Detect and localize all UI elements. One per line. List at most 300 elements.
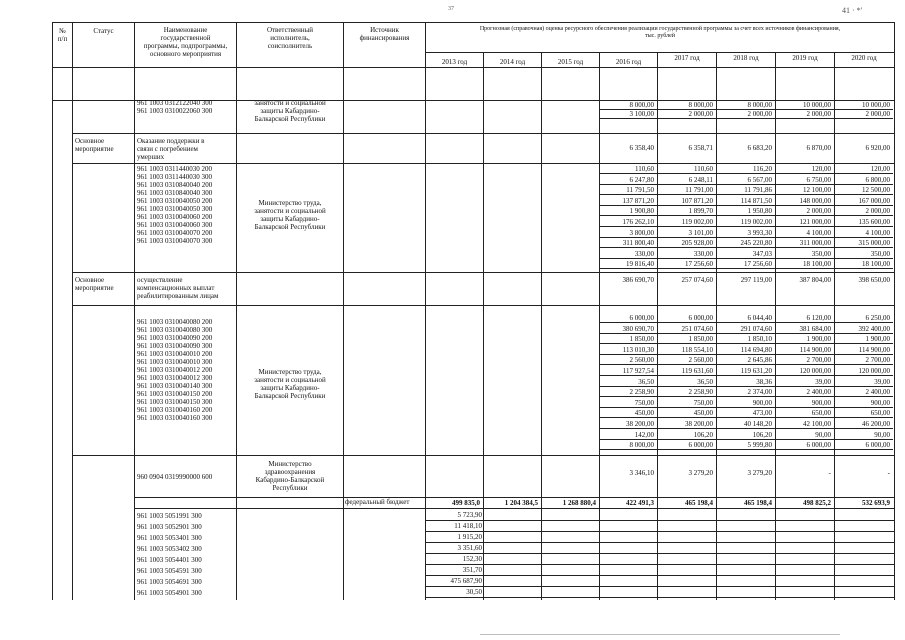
budget-code: 960 0904 0319990000 600 — [137, 473, 213, 481]
value-cell: 2 000,00 — [747, 110, 772, 118]
scan-mark-top: 37 — [448, 6, 454, 12]
value-cell: 148 000,00 — [799, 196, 831, 205]
budget-code: 961 1003 0310022060 300 — [137, 107, 213, 115]
value-cell: 6 920,00 — [865, 144, 890, 152]
value-cell: 2 700,00 — [865, 356, 890, 365]
cell-underline — [776, 237, 834, 238]
cell-underline — [658, 407, 716, 408]
value-cell: 3 993,30 — [747, 228, 772, 237]
cell-underline — [599, 258, 657, 259]
value-cell: 11 791,50 — [626, 186, 654, 195]
value-cell: 380 690,70 — [622, 324, 654, 333]
table-top-border — [52, 22, 894, 23]
value-cell: 1 850,10 — [747, 335, 772, 344]
value-cell: 297 119,00 — [740, 276, 772, 284]
cell-underline — [658, 343, 716, 344]
value-cell: 120 000,00 — [799, 367, 831, 375]
block2-codes — [137, 165, 212, 245]
value-cell: 1 899,70 — [688, 207, 713, 216]
value-cell: 257 074,60 — [681, 276, 713, 284]
value-cell: 5 723,90 — [457, 511, 482, 519]
cell-underline — [835, 184, 893, 185]
cell-underline — [717, 407, 775, 408]
header-status: Статус — [93, 27, 114, 35]
cell-underline — [599, 333, 657, 334]
value-cell: 347,03 — [752, 249, 772, 258]
value-cell: - — [828, 469, 831, 477]
budget-code: 961 1003 5051991 300 — [137, 512, 202, 520]
cell-underline — [776, 364, 834, 365]
value-cell: 245 220,80 — [740, 239, 772, 248]
col-border — [483, 52, 484, 600]
value-cell: 205 928,00 — [681, 239, 713, 248]
value-cell: 900,00 — [811, 398, 831, 407]
budget-code: 961 1003 0310040010 200 — [137, 350, 213, 358]
value-cell: 135 600,00 — [858, 218, 890, 226]
value-cell: 381 684,00 — [799, 324, 831, 333]
value-cell: 114 871,50 — [740, 196, 772, 205]
block1-codes — [137, 99, 212, 115]
row-underline — [425, 542, 894, 543]
value-cell: 351,70 — [462, 566, 482, 574]
cell-underline — [717, 396, 775, 397]
value-cell: 12 500,00 — [862, 186, 890, 195]
header-year: 2020 год — [851, 54, 877, 62]
header-bottom-border — [52, 67, 894, 68]
cell-underline — [776, 322, 834, 323]
value-cell: 498 825,2 — [803, 499, 831, 507]
value-cell: - — [887, 469, 890, 477]
value-cell: 1 950,80 — [747, 207, 772, 216]
cell-underline — [835, 428, 893, 429]
cell-underline — [776, 417, 834, 418]
value-cell: 750,00 — [693, 398, 713, 407]
value-cell: 36,50 — [638, 377, 654, 386]
value-cell: 2 000,00 — [688, 110, 713, 118]
value-cell: 107 871,20 — [681, 196, 713, 205]
value-cell: 8 000,00 — [629, 441, 654, 450]
value-cell: 30,50 — [466, 588, 482, 596]
cell-underline — [717, 118, 775, 119]
value-cell: 11 418,10 — [454, 522, 482, 530]
value-cell: 106,20 — [693, 430, 713, 439]
value-cell: 2 000,00 — [806, 207, 831, 216]
value-cell: 6 000,00 — [688, 314, 713, 322]
cell-underline — [776, 173, 834, 174]
cell-underline — [717, 333, 775, 334]
col-border — [52, 22, 53, 600]
block3-executor: Министерство труда, занятости и социальной защиты Кабардино- Балкарской Республики — [254, 368, 326, 400]
cell-underline — [599, 396, 657, 397]
header-year: 2015 год — [557, 58, 584, 66]
row-border — [72, 163, 894, 164]
value-cell: 3 800,00 — [629, 228, 654, 237]
value-cell: 90,00 — [874, 430, 890, 439]
cell-underline — [658, 268, 716, 269]
value-cell: 6 248,11 — [688, 175, 713, 184]
value-cell: 120,00 — [811, 165, 831, 173]
value-cell: 167 000,00 — [858, 196, 890, 205]
budget-code: 961 1003 0310040070 300 — [137, 237, 213, 245]
value-cell: 106,20 — [752, 430, 772, 439]
value-cell: 18 100,00 — [862, 260, 890, 269]
value-cell: 330,00 — [634, 249, 654, 258]
cell-underline — [776, 396, 834, 397]
value-cell: 422 491,3 — [626, 499, 654, 507]
cell-underline — [717, 449, 775, 450]
value-cell: 118 554,10 — [681, 345, 713, 354]
budget-code: 961 1003 5052901 300 — [137, 523, 202, 531]
cell-underline — [776, 333, 834, 334]
value-cell: 900,00 — [752, 398, 772, 407]
budget-code: 961 1003 5053401 300 — [137, 534, 202, 542]
budget-code: 961 1003 0310040012 300 — [137, 374, 213, 382]
value-cell: 3 100,00 — [629, 110, 654, 118]
value-cell: 6 120,00 — [806, 314, 831, 322]
value-cell: 900,00 — [870, 398, 890, 407]
value-cell: 137 871,20 — [622, 196, 654, 205]
cell-underline — [717, 343, 775, 344]
budget-code: 961 1003 0311440030 300 — [137, 173, 212, 181]
cell-underline — [776, 205, 834, 206]
block4-executor: Министерство здравоохранения Кабардино-Балкарской Республики — [255, 460, 325, 492]
value-cell: 38 200,00 — [626, 420, 654, 428]
cell-underline — [658, 322, 716, 323]
cell-underline — [599, 386, 657, 387]
cell-underline — [776, 428, 834, 429]
cell-underline — [835, 237, 893, 238]
cell-underline — [776, 226, 834, 227]
cell-underline — [658, 375, 716, 376]
value-cell: 387 804,00 — [799, 276, 831, 284]
value-cell: 2 000,00 — [865, 207, 890, 216]
block5-codes — [137, 512, 202, 600]
cell-underline — [717, 194, 775, 195]
cell-underline — [658, 364, 716, 365]
budget-code: 961 1003 0310040080 200 — [137, 318, 213, 326]
value-cell: 120,00 — [870, 165, 890, 173]
budget-code: 961 1003 5054591 300 — [137, 567, 202, 575]
value-cell: 450,00 — [634, 409, 654, 418]
cell-underline — [658, 237, 716, 238]
budget-code: 961 1003 0310040150 200 — [137, 390, 213, 398]
cell-underline — [835, 333, 893, 334]
value-cell: 2 700,00 — [806, 356, 831, 365]
value-cell: 499 835,0 — [452, 499, 480, 507]
value-cell: 650,00 — [870, 409, 890, 418]
budget-code: 961 1003 0310040160 300 — [137, 414, 213, 422]
cell-underline — [776, 247, 834, 248]
cell-underline — [776, 354, 834, 355]
cell-underline — [776, 343, 834, 344]
value-cell: 6 000,00 — [806, 441, 831, 450]
value-cell: 6 683,20 — [747, 144, 772, 152]
value-cell: 11 791,00 — [685, 186, 713, 195]
budget-code: 961 1003 0310040160 200 — [137, 406, 213, 414]
cell-underline — [717, 258, 775, 259]
cell-underline — [599, 364, 657, 365]
value-cell: 6 247,80 — [629, 175, 654, 184]
value-cell: 90,00 — [815, 430, 831, 439]
cell-underline — [835, 205, 893, 206]
event2-name: осуществление компенсационных выплат реабилитированным лицам — [137, 276, 219, 300]
value-cell: 116,20 — [753, 165, 772, 173]
row-underline — [425, 597, 894, 598]
cell-underline — [717, 173, 775, 174]
budget-code: 961 1003 0310040070 200 — [137, 229, 213, 237]
value-cell: 1 900,00 — [865, 335, 890, 344]
cell-underline — [658, 417, 716, 418]
event1-name: Оказание поддержки в связи с погребением умерших — [137, 137, 205, 161]
cell-underline — [658, 184, 716, 185]
cell-underline — [835, 173, 893, 174]
cell-underline — [599, 354, 657, 355]
value-cell: 4 100,00 — [806, 228, 831, 237]
table-right-border — [894, 22, 895, 600]
cell-underline — [835, 322, 893, 323]
cell-underline — [658, 449, 716, 450]
cell-underline — [658, 428, 716, 429]
header-year: 2019 год — [792, 54, 818, 62]
value-cell: 6 800,00 — [865, 175, 890, 184]
header-executor: Ответственный исполнитель, соисполнитель — [266, 26, 314, 50]
row-underline — [425, 531, 894, 532]
value-cell: 475 687,90 — [450, 577, 482, 585]
value-cell: 465 198,4 — [685, 499, 713, 507]
cell-underline — [599, 226, 657, 227]
cell-underline — [717, 205, 775, 206]
value-cell: 750,00 — [634, 398, 654, 407]
cell-underline — [658, 439, 716, 440]
value-cell: 8 000,00 — [629, 101, 654, 109]
cell-underline — [717, 247, 775, 248]
value-cell: 6 567,00 — [747, 175, 772, 184]
cell-underline — [658, 333, 716, 334]
cell-underline — [776, 184, 834, 185]
block2-executor: Министерство труда, занятости и социальной защиты Кабардино- Балкарской Республики — [254, 199, 326, 231]
value-cell: 114 694,80 — [740, 345, 772, 354]
header-forecast: Прогнозная (справочная) оценка ресурсного обеспечения реализации государственной программы за счет всех источников финансирования, тыс. рублей — [479, 26, 841, 39]
header-year: 2018 год — [733, 54, 759, 62]
value-cell: 11 791,86 — [744, 186, 772, 195]
value-cell: 18 100,00 — [803, 260, 831, 269]
value-cell: 465 198,4 — [744, 499, 772, 507]
value-cell: 2 258,90 — [629, 388, 654, 397]
cell-underline — [835, 268, 893, 269]
row-underline — [425, 520, 894, 521]
value-cell: 1 900,00 — [806, 335, 831, 344]
cell-underline — [717, 184, 775, 185]
row-underline — [425, 575, 894, 576]
cell-underline — [599, 428, 657, 429]
cell-underline — [599, 268, 657, 269]
cell-underline — [776, 407, 834, 408]
header-year: 2013 год — [441, 58, 468, 66]
row-border — [72, 133, 894, 134]
row-border — [72, 305, 894, 306]
header-source: Источник финансирования — [359, 26, 410, 42]
cell-underline — [599, 237, 657, 238]
cell-underline — [776, 439, 834, 440]
cell-underline — [717, 215, 775, 216]
cell-underline — [717, 237, 775, 238]
cell-underline — [599, 215, 657, 216]
cell-underline — [835, 417, 893, 418]
value-cell: 3 279,20 — [688, 469, 713, 477]
value-cell: 1 850,00 — [688, 335, 713, 344]
value-cell: 120 000,00 — [858, 367, 890, 375]
value-cell: 8 000,00 — [688, 101, 713, 109]
value-cell: 119 631,20 — [740, 367, 772, 375]
value-cell: 2 400,00 — [865, 388, 890, 397]
budget-code: 961 1003 5053402 300 — [137, 545, 202, 553]
value-cell: 10 000,00 — [862, 101, 890, 109]
row-border — [134, 497, 894, 498]
budget-code: 961 1003 0310040080 300 — [137, 326, 213, 334]
value-cell: 6 000,00 — [865, 441, 890, 450]
cell-underline — [776, 194, 834, 195]
cell-underline — [717, 364, 775, 365]
cell-underline — [599, 118, 657, 119]
budget-code: 961 1003 0310040060 300 — [137, 221, 213, 229]
value-cell: 5 999,80 — [747, 441, 772, 450]
row-underline — [425, 564, 894, 565]
cell-underline — [717, 322, 775, 323]
cell-underline — [599, 343, 657, 344]
cell-underline — [835, 226, 893, 227]
cell-underline — [658, 194, 716, 195]
cell-underline — [835, 194, 893, 195]
value-cell: 1 915,20 — [457, 533, 482, 541]
value-cell: 2 000,00 — [806, 110, 831, 118]
cell-underline — [835, 449, 893, 450]
value-cell: 251 074,60 — [681, 324, 713, 333]
value-cell: 3 279,20 — [747, 469, 772, 477]
col-border — [343, 22, 344, 600]
value-cell: 113 010,30 — [622, 345, 654, 354]
cell-underline — [717, 386, 775, 387]
cell-underline — [835, 364, 893, 365]
scan-artifact-line — [480, 634, 840, 635]
cell-underline — [776, 258, 834, 259]
value-cell: 3 101,00 — [688, 228, 713, 237]
cell-underline — [658, 215, 716, 216]
cell-underline — [835, 439, 893, 440]
row-border — [72, 455, 894, 456]
cell-underline — [835, 215, 893, 216]
years-divider — [425, 52, 894, 53]
header-year: 2017 год — [674, 54, 700, 62]
value-cell: 330,00 — [693, 249, 713, 258]
cell-underline — [717, 428, 775, 429]
value-cell: 142,00 — [634, 430, 654, 439]
value-cell: 6 870,00 — [806, 144, 831, 152]
cell-underline — [835, 386, 893, 387]
budget-code: 961 1003 5054401 300 — [137, 556, 202, 564]
value-cell: 311 000,00 — [799, 239, 831, 248]
budget-code: 961 1003 0310040010 300 — [137, 358, 213, 366]
cell-underline — [599, 173, 657, 174]
value-cell: 315 000,00 — [858, 239, 890, 248]
header-year: 2014 год — [499, 58, 526, 66]
budget-code: 961 1003 0310040050 300 — [137, 205, 213, 213]
budget-code: 961 1003 0310040140 300 — [137, 382, 213, 390]
cell-underline — [599, 184, 657, 185]
cell-underline — [717, 268, 775, 269]
value-cell: 110,60 — [694, 165, 713, 173]
value-cell: 6 358,71 — [688, 144, 713, 152]
cell-underline — [658, 396, 716, 397]
cell-underline — [658, 258, 716, 259]
cell-underline — [599, 439, 657, 440]
value-cell: 39,00 — [815, 377, 831, 386]
value-cell: 46 200,00 — [862, 420, 890, 428]
value-cell: 17 256,60 — [685, 260, 713, 269]
cell-underline — [717, 439, 775, 440]
value-cell: 1 268 880,4 — [562, 499, 596, 507]
block3-codes — [137, 318, 212, 422]
value-cell: 311 800,40 — [622, 239, 654, 248]
cell-underline — [776, 375, 834, 376]
col-border — [72, 22, 73, 600]
budget-code: 961 1003 0310040090 200 — [137, 334, 213, 342]
value-cell: 38 200,00 — [685, 420, 713, 428]
scan-mark-corner: 41 · *' — [842, 6, 863, 15]
value-cell: 2 645,86 — [747, 356, 772, 365]
cell-underline — [658, 354, 716, 355]
col-border — [541, 52, 542, 600]
value-cell: 6 000,00 — [629, 314, 654, 322]
value-cell: 398 650,00 — [858, 276, 890, 284]
value-cell: 1 850,00 — [629, 335, 654, 344]
budget-code: 961 1003 0312122040 300 — [137, 99, 213, 107]
cell-underline — [835, 258, 893, 259]
value-cell: 117 927,54 — [622, 367, 654, 375]
value-cell: 6 000,00 — [688, 441, 713, 450]
cell-underline — [776, 268, 834, 269]
cell-underline — [599, 417, 657, 418]
value-cell: 386 690,70 — [622, 276, 654, 284]
value-cell: 114 900,00 — [799, 345, 831, 354]
cell-underline — [658, 226, 716, 227]
cell-underline — [658, 205, 716, 206]
cell-underline — [658, 386, 716, 387]
cell-underline — [776, 215, 834, 216]
budget-code: 961 1003 0310040150 300 — [137, 398, 213, 406]
cell-underline — [835, 407, 893, 408]
header-name: Наименование государственной программы, подпрограммы, основного мероприятия — [143, 26, 228, 58]
cell-underline — [776, 118, 834, 119]
value-cell: 1 900,80 — [629, 207, 654, 216]
cell-underline — [717, 354, 775, 355]
value-cell: 12 100,00 — [803, 186, 831, 195]
cell-underline — [658, 173, 716, 174]
value-cell: 2 400,00 — [806, 388, 831, 397]
value-cell: 114 900,00 — [858, 345, 890, 354]
value-cell: 38,36 — [756, 377, 772, 386]
value-cell: 291 074,60 — [740, 324, 772, 333]
cell-underline — [835, 118, 893, 119]
cell-underline — [599, 407, 657, 408]
cell-underline — [835, 396, 893, 397]
value-cell: 110,60 — [635, 165, 654, 173]
cell-underline — [776, 386, 834, 387]
value-cell: 2 000,00 — [865, 110, 890, 118]
budget-code: 961 1003 0310040050 200 — [137, 197, 213, 205]
budget-code: 961 1003 0310840040 200 — [137, 181, 213, 189]
budget-code: 961 1003 0311440030 200 — [137, 165, 212, 173]
cell-underline — [835, 247, 893, 248]
